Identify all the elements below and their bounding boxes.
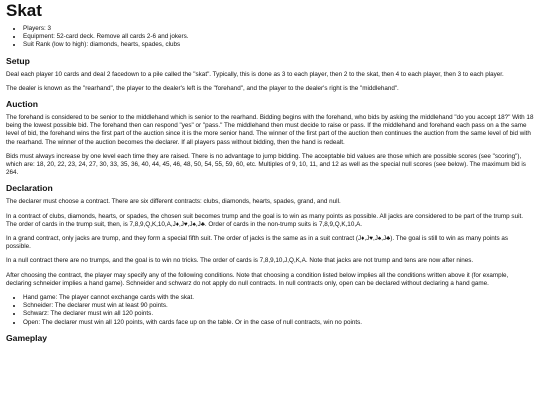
paragraph: The declarer must choose a contract. There are six different contracts: clubs, diamonds, hearts, spades, grand, and null. bbox=[6, 198, 341, 206]
paragraph: In a null contract there are no trumps, and the goal is to win no tricks. The order of cards is 7,8,9,10,J,Q,K,A. Note that jacks are not trump and tens are now after nines. bbox=[6, 257, 474, 265]
setup-section bbox=[6, 56, 534, 93]
list-item: • Schwarz: The declarer must win all 120 points. bbox=[23, 310, 534, 318]
list-item: • Suit Rank (low to high): diamonds, hearts, spades, clubs bbox=[23, 41, 534, 49]
paragraph: After choosing the contract, the player may specify any of the following conditions. Note that choosing a condition listed below implies all the conditions written above it (for example, declaring schneider implies a hand game). Schneider and schwarz do not apply do null contracts. In null contracts only, open can be declared without declaring a hand game. bbox=[6, 271, 509, 287]
paragraph: The forehand is considered to be senior to the middlehand which is senior to the rearhand. Bidding begins with the forehand, who bids by asking the middlehand "do you accept 18?" With 18 being the lowest possible bid. The forehand then can respond "yes" or "pass." The middlehand then must decide to raise or pass. If the middlehand and forehand each pass on a the same level of bid, the forehand wins the first part of the auction since it is the more senior hand. The winner of the first part of the auction then continues the auction from the same level of bid with the rearhand. The winner of the auction becomes the declarer. If all players pass without bidding, then the hand is redealt. bbox=[6, 114, 534, 146]
list-item: • Equipment: 52-card deck. Remove all cards 2-6 and jokers. bbox=[23, 33, 534, 41]
list-item: • Players: 3 bbox=[23, 25, 534, 33]
gameplay-section bbox=[6, 333, 534, 344]
list-item: • Hand game: The player cannot exchange cards with the skat. bbox=[23, 294, 534, 302]
list-item: • Open: The declarer must win all 120 points, with cards face up on the table. Or in the case of null contracts, win no points. bbox=[23, 319, 534, 327]
section-heading: Declaration bbox=[6, 183, 53, 194]
page-title: Skat bbox=[6, 1, 42, 20]
section-heading: Setup bbox=[6, 55, 30, 66]
auction-section bbox=[6, 99, 534, 177]
section-heading: Gameplay bbox=[6, 332, 48, 343]
paragraph: Bids must always increase by one level each time they are raised. There is no advantage to jump bidding. The acceptable bid values are those which are possible scores (see "scoring"), which are: 18, 20, 22, 23, 24, 27, 30, 33, 35, 36, 40, 44, 45, 46, 48, 50, 54, 55, 59, 60, etc. Multiples of 9, 10, 11, and 12 as well as the special null scores (see below). The maximum bid is 264. bbox=[6, 152, 526, 177]
section-heading: Auction bbox=[6, 99, 38, 110]
intro-list bbox=[6, 25, 534, 50]
paragraph: Deal each player 10 cards and deal 2 facedown to a pile called the "skat". Typically, this is done as 3 to each player, then 2 to the skat, then 4 to each player, then 3 to each player. bbox=[6, 70, 504, 78]
conditions-list bbox=[6, 294, 534, 327]
paragraph: In a contract of clubs, diamonds, hearts, or spades, the chosen suit becomes trump and the goal is to win as many points as possible. All jacks are considered to be part of the trump suit. The order of cards in the trump suit, then, is 7,8,9,Q,K,10,A,J♦,J♥,J♠,J♣. Order of cards in the non-trump suits is 7,8,9,Q,K,10,A. bbox=[6, 212, 523, 228]
declaration-section bbox=[6, 183, 534, 326]
list-item: • Schneider: The declarer must win at least 90 points. bbox=[23, 302, 534, 310]
paragraph: The dealer is known as the "rearhand", the player to the dealer's left is the "forehand", and the player to the dealer's right is the "middlehand". bbox=[6, 84, 399, 92]
paragraph: In a grand contract, only jacks are trump, and they form a special fifth suit. The order of jacks is the same as in a suit contract (J♦,J♥,J♠,J♣). The goal is still to win as many points as possible. bbox=[6, 235, 509, 251]
